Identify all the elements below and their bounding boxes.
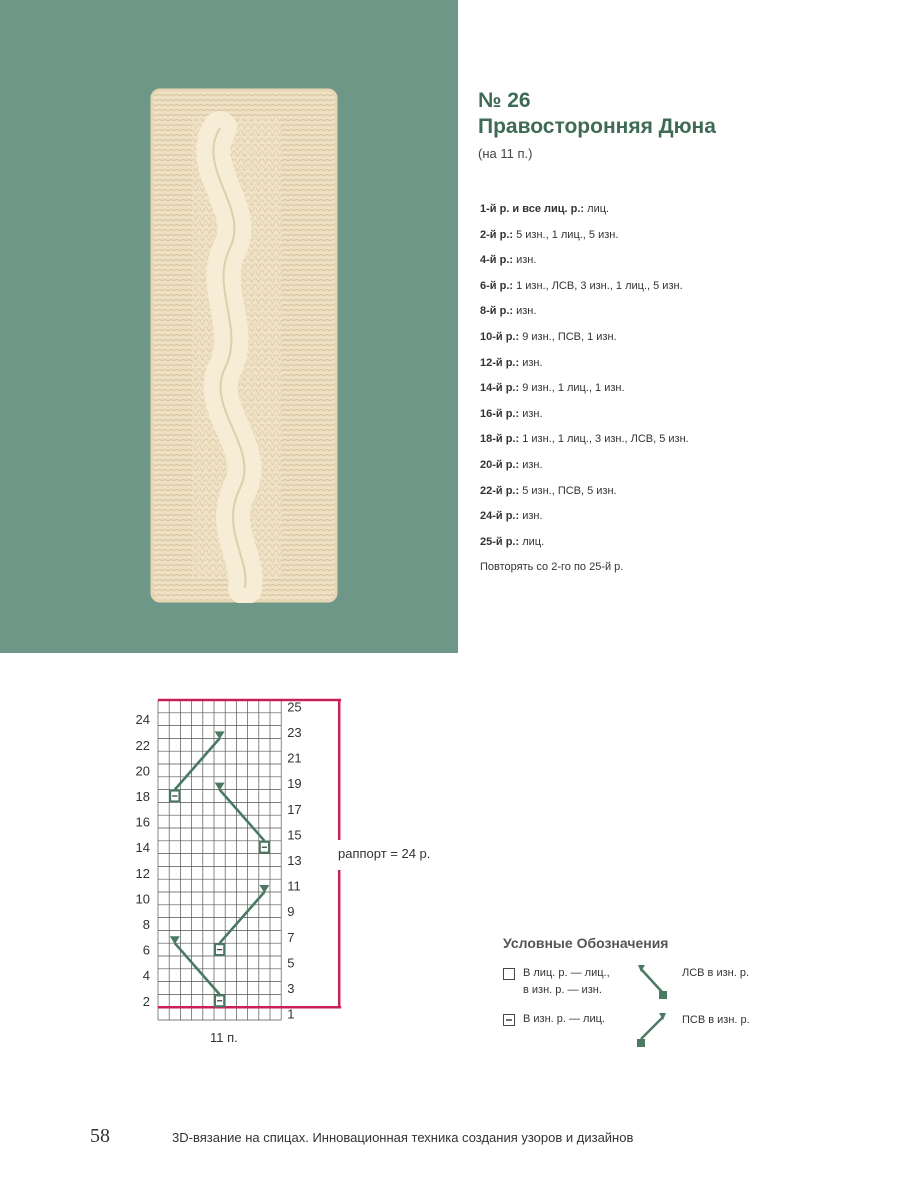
row-label: 20 xyxy=(135,763,150,779)
row-label: 4 xyxy=(142,968,150,984)
chart-cables xyxy=(170,731,270,1006)
knitting-chart xyxy=(100,690,500,1060)
instruction-row: 12-й р.: изн. xyxy=(480,356,543,369)
repeat-label: раппорт = 24 р. xyxy=(338,846,431,861)
instruction-row: 6-й р.: 1 изн., ЛСВ, 3 изн., 1 лиц., 5 изн. xyxy=(480,279,683,292)
right-cross-icon xyxy=(635,1011,675,1051)
left-cross-icon xyxy=(635,963,675,1005)
row-label: 23 xyxy=(287,725,302,740)
row-instructions xyxy=(480,197,900,581)
instruction-row: 20-й р.: изн. xyxy=(480,458,543,471)
legend-knit-line1: В лиц. р. — лиц., xyxy=(523,967,610,979)
repeat-note: Повторять со 2-го по 25-й р. xyxy=(480,561,624,574)
purl-square-icon xyxy=(503,1014,515,1026)
page-number: 58 xyxy=(90,1125,110,1147)
instruction-row: 2-й р.: 5 изн., 1 лиц., 5 изн. xyxy=(480,228,619,241)
legend xyxy=(490,935,890,1055)
instruction-row: 25-й р.: лиц. xyxy=(480,535,545,548)
swatch-photo xyxy=(0,0,458,653)
row-label: 2 xyxy=(142,993,150,1009)
row-label: 11 xyxy=(287,878,301,894)
knit-square-icon xyxy=(503,968,515,980)
row-label: 16 xyxy=(135,814,150,830)
row-label: 19 xyxy=(287,776,302,792)
legend-title: Условные Обозначения xyxy=(503,935,669,951)
pattern-number: № 26 xyxy=(478,89,531,112)
instruction-row: 4-й р.: изн. xyxy=(480,254,537,267)
left-row-labels xyxy=(136,712,150,1009)
row-label: 17 xyxy=(287,801,302,817)
width-label: 11 п. xyxy=(210,1030,238,1045)
instruction-row: 10-й р.: 9 изн., ПСВ, 1 изн. xyxy=(480,330,617,343)
instruction-row: 24-й р.: изн. xyxy=(480,510,543,523)
row-label: 12 xyxy=(135,865,150,881)
row-label: 6 xyxy=(142,942,150,958)
legend-lcv: ЛСВ в изн. р. xyxy=(682,967,750,979)
row-label: 10 xyxy=(135,891,150,907)
row-label: 22 xyxy=(135,737,150,753)
row-label: 8 xyxy=(142,917,150,932)
instruction-row: 1-й р. и все лиц. р.: лиц. xyxy=(480,203,610,215)
pattern-name: Правосторонняя Дюна xyxy=(478,115,716,138)
instruction-row: 22-й р.: 5 изн., ПСВ, 5 изн. xyxy=(480,484,617,497)
row-label: 1 xyxy=(287,1006,295,1022)
row-label: 7 xyxy=(287,929,295,945)
row-label: 5 xyxy=(287,955,295,971)
stitch-count: (на 11 п.) xyxy=(478,146,533,161)
pattern-header xyxy=(478,88,716,161)
knitted-swatch-image xyxy=(150,88,338,603)
chart-grid xyxy=(158,700,341,1020)
row-label: 24 xyxy=(135,712,150,728)
instruction-row: 18-й р.: 1 изн., 1 лиц., 3 изн., ЛСВ, 5 изн. xyxy=(480,433,689,446)
row-label: 18 xyxy=(135,789,150,804)
row-label: 14 xyxy=(135,840,150,856)
right-row-labels xyxy=(287,699,301,1021)
row-label: 13 xyxy=(287,853,302,868)
legend-pcv: ПСВ в изн. р. xyxy=(682,1014,750,1026)
instruction-row: 8-й р.: изн. xyxy=(480,305,537,318)
legend-knit-line2: в изн. р. — изн. xyxy=(523,984,602,996)
instruction-row: 14-й р.: 9 изн., 1 лиц., 1 изн. xyxy=(480,382,625,395)
instruction-row: 16-й р.: изн. xyxy=(480,407,543,420)
book-title: 3D-вязание на спицах. Инновационная техника создания узоров и дизайнов xyxy=(172,1130,634,1145)
row-label: 15 xyxy=(287,827,302,843)
row-label: 25 xyxy=(287,699,302,715)
row-label: 21 xyxy=(287,750,302,766)
row-label: 9 xyxy=(287,904,295,920)
row-label: 3 xyxy=(287,981,295,996)
legend-purl: В изн. р. — лиц. xyxy=(523,1013,605,1025)
